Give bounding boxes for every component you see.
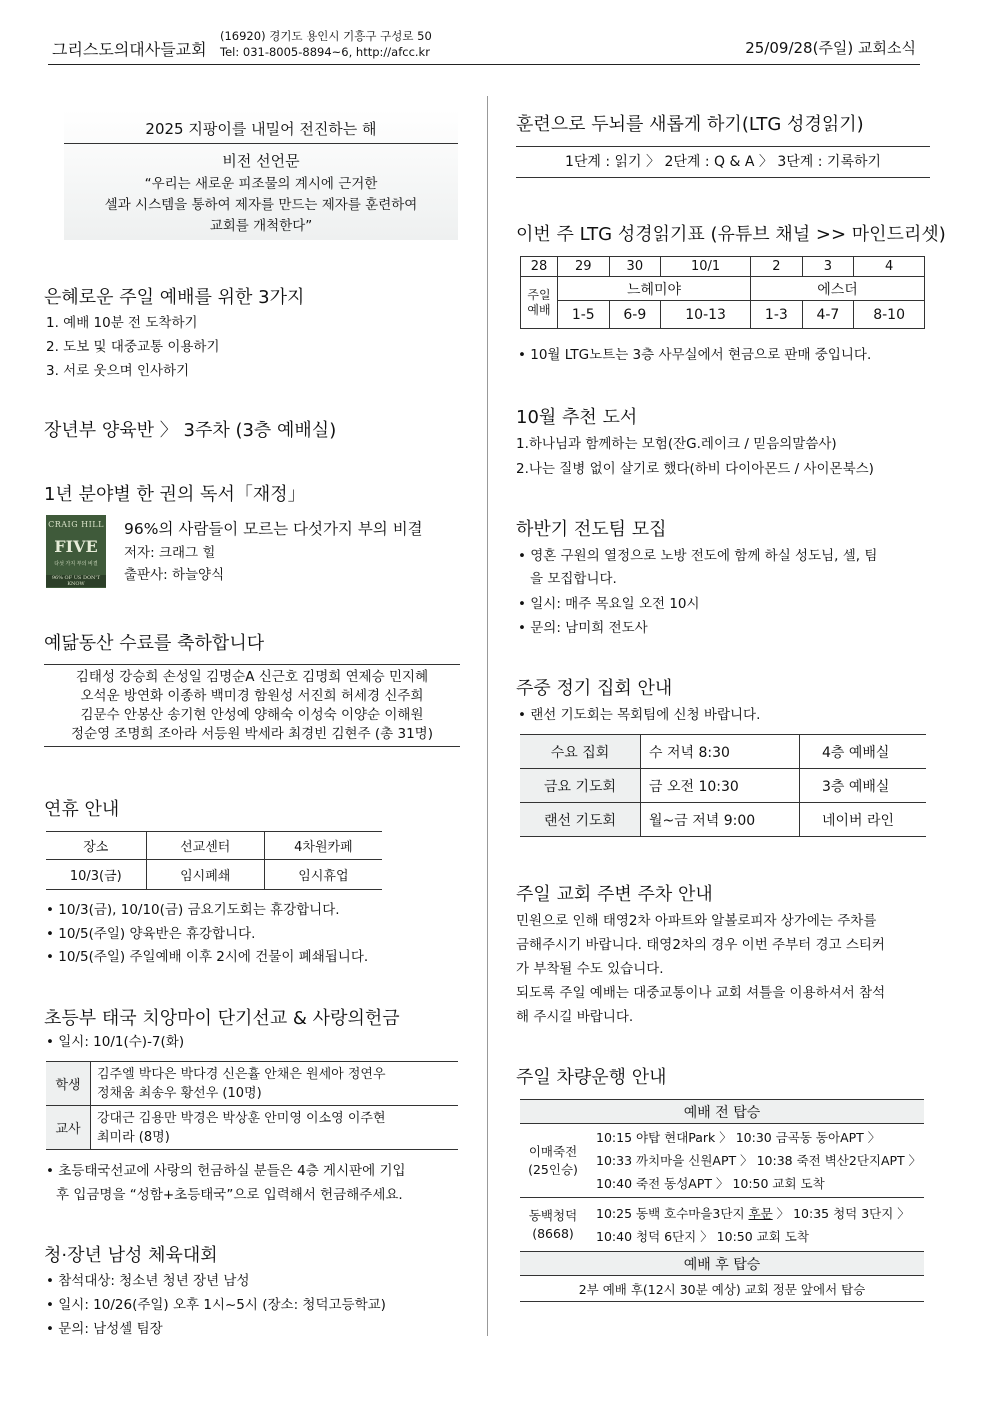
before-service-label: 예배 전 탑승 bbox=[520, 1100, 924, 1124]
book-name-cell: 에스더 bbox=[751, 277, 925, 301]
worship3-title: 은혜로운 주일 예배를 위한 3가지 bbox=[44, 287, 305, 308]
chapter-cell: 4-7 bbox=[802, 301, 854, 329]
meeting-place: 4층 예배실 bbox=[800, 735, 927, 769]
evangelism-title: 하반기 전도팀 모집 bbox=[516, 519, 667, 540]
mission-note: • 초등태국선교에 사랑의 헌금하실 분들은 4층 게시판에 기입 bbox=[46, 1163, 406, 1179]
reading-title: 1년 분야별 한 권의 독서「재정」 bbox=[44, 484, 306, 505]
graduates-list bbox=[44, 664, 460, 747]
book-publisher: 출판사: 하늘양식 bbox=[124, 567, 225, 583]
names-line: 강대근 김용만 박경은 박상훈 안미영 이소영 이주현 bbox=[97, 1110, 386, 1126]
vision-quote bbox=[64, 174, 458, 237]
mission-date: • 일시: 10/1(수)-7(화) bbox=[46, 1034, 185, 1050]
schedule-title: 이번 주 LTG 성경읽기표 (유튜브 채널 >> 마인드리셋) bbox=[516, 224, 946, 245]
mission-title: 초등부 태국 치앙마이 단기선교 & 사랑의헌금 bbox=[44, 1008, 400, 1029]
vision-quote-line: “우리는 새로운 피조물의 계시에 근거한 bbox=[144, 176, 378, 192]
meetings-title: 주중 정기 집회 안내 bbox=[516, 678, 673, 699]
date-cell: 28 bbox=[521, 257, 558, 277]
sports-info: • 문의: 남성셀 팀장 bbox=[46, 1321, 163, 1337]
table-label-cell: 학생 bbox=[46, 1062, 91, 1106]
list-item: 2. 도보 및 대중교통 이용하기 bbox=[46, 339, 220, 355]
meeting-name: 랜선 기도회 bbox=[520, 803, 641, 837]
table-header-cell: 4차원카페 bbox=[264, 832, 382, 860]
row-label-cell: 주일 예배 bbox=[521, 277, 558, 329]
table-row bbox=[520, 1276, 924, 1302]
sports-title: 청·장년 남성 체육대회 bbox=[44, 1245, 218, 1266]
evangelism-line: 을 모집합니다. bbox=[530, 571, 617, 587]
meeting-name: 수요 집회 bbox=[520, 735, 641, 769]
after-service-info: 2부 예배 후(12시 30분 예상) 교회 정문 앞에서 탑승 bbox=[578, 1281, 866, 1297]
recommended-book: 1.하나님과 함께하는 모험(잔G.레이크 / 믿음의말씀사) bbox=[516, 436, 837, 452]
route-stop-line: 10:40 청덕 6단지 〉 10:50 교회 도착 bbox=[596, 1228, 809, 1244]
table-header-cell: 선교센터 bbox=[146, 832, 264, 860]
route-stops bbox=[586, 1198, 924, 1252]
list-item: 3. 서로 웃으며 인사하기 bbox=[46, 363, 190, 379]
graduates-line: 김태성 강승희 손성일 김명순A 신근호 김명희 연제승 민지혜 bbox=[75, 669, 429, 685]
holiday-title: 연휴 안내 bbox=[44, 799, 120, 820]
route-name-line: 이매죽전 bbox=[528, 1143, 578, 1159]
meeting-place: 3층 예배실 bbox=[800, 769, 927, 803]
holiday-note: • 10/3(금), 10/10(금) 금요기도회는 휴강합니다. bbox=[46, 902, 340, 918]
date-cell: 29 bbox=[558, 257, 610, 277]
elder-class-title: 장년부 양육반 〉 3주차 (3층 예배실) bbox=[44, 420, 337, 441]
table-cell: 임시폐쇄 bbox=[146, 860, 264, 890]
evangelism-line: • 문의: 남미희 전도사 bbox=[518, 620, 648, 636]
schedule-table bbox=[520, 256, 925, 329]
meeting-time: 금 오전 10:30 bbox=[641, 769, 800, 803]
vision-rule bbox=[64, 143, 458, 144]
after-service-label: 예배 후 탑승 bbox=[520, 1252, 924, 1276]
ltg-steps: 1단계 : 읽기 〉 2단계 : Q & A 〉 3단계 : 기록하기 bbox=[516, 146, 930, 178]
table-row bbox=[46, 832, 382, 860]
table-cell bbox=[91, 1062, 459, 1106]
meetings-table bbox=[520, 734, 926, 837]
evangelism-line: • 영혼 구원의 열정으로 노방 전도에 함께 하실 성도님, 셀, 팀 bbox=[518, 548, 878, 564]
table-row bbox=[521, 257, 925, 277]
recommended-book: 2.나는 질병 없이 살기로 했다(하비 다이아몬드 / 사이몬북스) bbox=[516, 461, 874, 477]
church-name: 그리스도의대사들교회 bbox=[52, 40, 207, 59]
parking-line: 되도록 주일 예배는 대중교통이나 교회 셔틀을 이용하셔서 참석 bbox=[516, 985, 886, 1001]
ltg-title: 훈련으로 두뇌를 새롭게 하기(LTG 성경읽기) bbox=[516, 114, 864, 135]
church-address bbox=[220, 28, 432, 60]
table-row bbox=[520, 803, 926, 837]
graduates-line: 오석운 방연화 이종하 백미경 함원성 서진희 허세경 신주희 bbox=[80, 688, 424, 704]
date-cell: 10/1 bbox=[661, 257, 751, 277]
book-title: 96%의 사람들이 모르는 다섯가지 부의 비결 bbox=[124, 520, 423, 538]
table-row bbox=[46, 1106, 458, 1150]
meeting-name: 금요 기도회 bbox=[520, 769, 641, 803]
table-row bbox=[46, 1062, 458, 1106]
bus-table bbox=[520, 1099, 924, 1302]
vision-year-theme: 2025 지팡이를 내밀어 전진하는 해 bbox=[145, 120, 377, 138]
table-row bbox=[520, 1124, 924, 1198]
book-name-cell: 느헤미야 bbox=[558, 277, 751, 301]
date-cell: 2 bbox=[751, 257, 803, 277]
holiday-note: • 10/5(주일) 양육반은 휴강합니다. bbox=[46, 926, 256, 942]
table-row bbox=[520, 1252, 924, 1276]
graduation-title: 예닮동산 수료를 축하합니다 bbox=[44, 633, 265, 654]
table-cell: 10/3(금) bbox=[69, 869, 122, 884]
table-cell bbox=[91, 1106, 459, 1150]
holiday-note: • 10/5(주일) 주일예배 이후 2시에 건물이 폐쇄됩니다. bbox=[46, 949, 369, 965]
book-author: 저자: 크래그 힐 bbox=[124, 545, 216, 561]
mission-note: 후 입금명을 “성함+초등태국”으로 입력해서 헌금해주세요. bbox=[56, 1187, 403, 1203]
table-row bbox=[521, 301, 925, 329]
meeting-time: 수 저녁 8:30 bbox=[641, 735, 800, 769]
table-row bbox=[46, 860, 382, 890]
parking-line: 가 부착될 수도 있습니다. bbox=[516, 961, 664, 977]
parking-title: 주일 교회 주변 주차 안내 bbox=[516, 884, 713, 905]
contact-line: Tel: 031-8005-8894~6, http://afcc.kr bbox=[220, 45, 430, 59]
graduates-line: 정순영 조명희 조아라 서등원 박세라 최경빈 김현주 (총 31명) bbox=[71, 726, 433, 742]
graduates-line: 김문수 안봉산 송기현 안성예 양해숙 이성숙 이양순 이해원 bbox=[80, 707, 424, 723]
book-cover-title: FIVE bbox=[54, 537, 98, 556]
sports-info: • 참석대상: 청소년 청년 장년 남성 bbox=[46, 1273, 250, 1289]
meeting-time: 월~금 저녁 9:00 bbox=[641, 803, 800, 837]
chapter-cell: 6-9 bbox=[609, 301, 661, 329]
route-stop-line: 10:33 까치마을 신원APT 〉 10:38 죽전 벽산2단지APT 〉 bbox=[596, 1153, 922, 1168]
parking-line: 민원으로 인해 태영2차 아파트와 알볼로피자 상가에는 주차를 bbox=[516, 913, 877, 929]
route-stop-line: 10:15 야탑 현대Park 〉 10:30 금곡동 동아APT 〉 bbox=[596, 1130, 881, 1145]
table-row bbox=[520, 1198, 924, 1252]
meeting-place: 네이버 라인 bbox=[800, 803, 927, 837]
date-cell: 4 bbox=[854, 257, 925, 277]
table-row bbox=[521, 277, 925, 301]
sports-info: • 일시: 10/26(주일) 오후 1시~5시 (장소: 청덕고등학교) bbox=[46, 1297, 386, 1313]
table-header-cell: 장소 bbox=[83, 840, 109, 855]
names-line: 정채움 최송우 황선우 (10명) bbox=[97, 1085, 262, 1101]
route-name bbox=[520, 1124, 586, 1198]
books-title: 10월 추천 도서 bbox=[516, 407, 638, 428]
table-row bbox=[520, 769, 926, 803]
book-cover-image bbox=[46, 515, 106, 588]
chapter-cell: 8-10 bbox=[854, 301, 925, 329]
route-stop-underlined: 후문 bbox=[748, 1205, 773, 1221]
book-cover-band: 96% OF US DON'T KNOW bbox=[46, 575, 106, 587]
bulletin-date: 25/09/28(주일) 교회소식 bbox=[745, 39, 916, 57]
table-row bbox=[520, 735, 926, 769]
book-cover-subtitle: 다섯 가지 부의 비결 bbox=[54, 561, 98, 567]
route-stops bbox=[586, 1124, 924, 1198]
route-name-line: (8668) bbox=[532, 1225, 574, 1241]
column-divider bbox=[487, 96, 488, 1336]
route-stop-line bbox=[596, 1202, 924, 1225]
vision-box bbox=[64, 110, 458, 240]
list-item: 1. 예배 10분 전 도착하기 bbox=[46, 315, 198, 331]
names-line: 최미라 (8명) bbox=[97, 1129, 170, 1145]
table-label-cell: 교사 bbox=[46, 1106, 91, 1150]
page-header bbox=[48, 24, 920, 65]
meetings-note: • 랜선 기도회는 목회팀에 신청 바랍니다. bbox=[518, 707, 761, 723]
route-stop-text: 〉 10:35 청덕 3단지 〉 bbox=[772, 1205, 910, 1221]
vision-heading: 비전 선언문 bbox=[222, 152, 300, 170]
ltg-note: • 10월 LTG노트는 3층 사무실에서 현금으로 판매 중입니다. bbox=[518, 347, 872, 363]
date-cell: 30 bbox=[609, 257, 661, 277]
parking-line: 금해주시기 바랍니다. 태영2차의 경우 이번 주부터 경고 스티커 bbox=[516, 937, 885, 953]
holiday-table bbox=[46, 831, 382, 890]
route-name-line: (25인승) bbox=[528, 1161, 578, 1177]
date-cell: 3 bbox=[802, 257, 854, 277]
address-line: (16920) 경기도 용인시 기흥구 구성로 50 bbox=[220, 29, 432, 43]
parking-line: 해 주시길 바랍니다. bbox=[516, 1009, 634, 1025]
route-name-line: 동백청덕 bbox=[528, 1207, 578, 1223]
evangelism-line: • 일시: 매주 목요일 오전 10시 bbox=[518, 596, 700, 612]
table-row bbox=[520, 1100, 924, 1124]
route-stop-line: 10:40 죽전 동성APT 〉 10:50 교회 도착 bbox=[596, 1176, 825, 1191]
chapter-cell: 1-3 bbox=[751, 301, 803, 329]
vision-quote-line: 셀과 시스템을 통하여 제자를 만드는 제자를 훈련하여 bbox=[104, 197, 418, 213]
vision-quote-line: 교회를 개척한다” bbox=[209, 218, 313, 234]
chapter-cell: 1-5 bbox=[558, 301, 610, 329]
chapter-cell: 10-13 bbox=[661, 301, 751, 329]
table-cell: 임시휴업 bbox=[264, 860, 382, 890]
mission-table bbox=[46, 1061, 458, 1150]
names-line: 김주엘 박다은 박다경 신은휼 안채은 원세아 정연우 bbox=[97, 1066, 386, 1082]
bus-title: 주일 차량운행 안내 bbox=[516, 1067, 667, 1088]
route-stop-text: 10:25 동백 호수마을3단지 bbox=[596, 1205, 749, 1221]
route-name bbox=[520, 1198, 586, 1252]
book-cover-author: CRAIG HILL bbox=[48, 520, 104, 529]
